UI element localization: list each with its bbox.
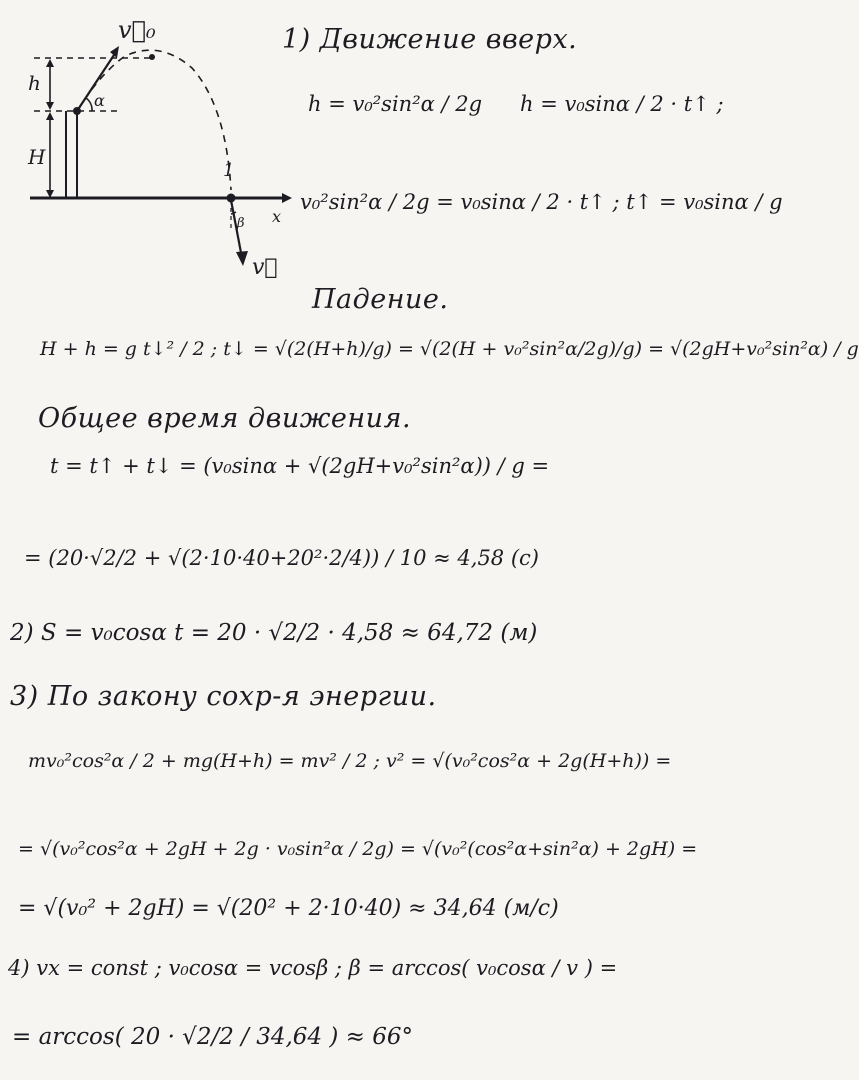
speed-value: = √(v₀² + 2gH) = √(20² + 2·10·40) ≈ 34,64 (м/с) xyxy=(18,896,559,921)
alpha-label: α xyxy=(94,91,105,110)
section3-heading: 3) По закону сохр-я энергии. xyxy=(10,681,437,712)
fall-formula: H + h = g t↓² / 2 ; t↓ = √(2(H+h)/g) = √(2(H + v₀²sin²α/2g)/g) = √(2gH+v₀²sin²α) / g xyxy=(40,338,859,360)
v0-label: v⃗₀ xyxy=(118,16,156,44)
fall-heading: Падение. xyxy=(312,284,449,315)
trajectory-curve xyxy=(77,50,231,190)
angle-formula: 4) vx = const ; v₀cosα = vcosβ ; β = arccos( v₀cosα / v ) = xyxy=(8,956,618,980)
section1-heading: 1) Движение вверх. xyxy=(282,24,578,55)
alpha-arc xyxy=(86,98,92,111)
speed-formula-expanded: = √(v₀²cos²α + 2gH + 2g · v₀sin²α / 2g) = √(v₀²(cos²α+sin²α) + 2gH) = xyxy=(18,838,698,860)
apex-point xyxy=(149,54,155,60)
total-time-value: = (20·√2/2 + √(2·10·40+20²·2/4)) / 10 ≈ 4,58 (с) xyxy=(24,546,539,570)
total-time-heading: Общее время движения. xyxy=(38,403,412,434)
distance-formula: 2) S = v₀cosα t = 20 · √2/2 · 4,58 ≈ 64,72 (м) xyxy=(10,620,538,646)
beta-label: β xyxy=(237,216,245,231)
trajectory-diagram xyxy=(20,8,290,278)
x-axis-arrow xyxy=(282,193,292,203)
energy-formula: mv₀²cos²α / 2 + mg(H+h) = mv² / 2 ; v² = √(v₀²cos²α + 2g(H+h)) = xyxy=(28,750,672,772)
angle-value: = arccos( 20 · √2/2 / 34,64 ) ≈ 66° xyxy=(12,1024,414,1050)
h-formula-energy: h = v₀²sin²α / 2g xyxy=(308,92,483,116)
total-time-formula: t = t↑ + t↓ = (v₀sinα + √(2gH+v₀²sin²α)) / g = xyxy=(50,454,550,478)
h-label: h xyxy=(28,71,41,95)
h-formula-time: h = v₀sinα / 2 · t↑ ; xyxy=(520,92,724,116)
x-axis-label: x xyxy=(272,207,282,226)
v-label: v⃗ xyxy=(252,255,278,280)
point-label: 1 xyxy=(223,160,235,181)
t-up-formula: v₀²sin²α / 2g = v₀sinα / 2 · t↑ ; t↑ = v₀sinα / g xyxy=(300,190,783,214)
H-label: H xyxy=(28,145,46,169)
